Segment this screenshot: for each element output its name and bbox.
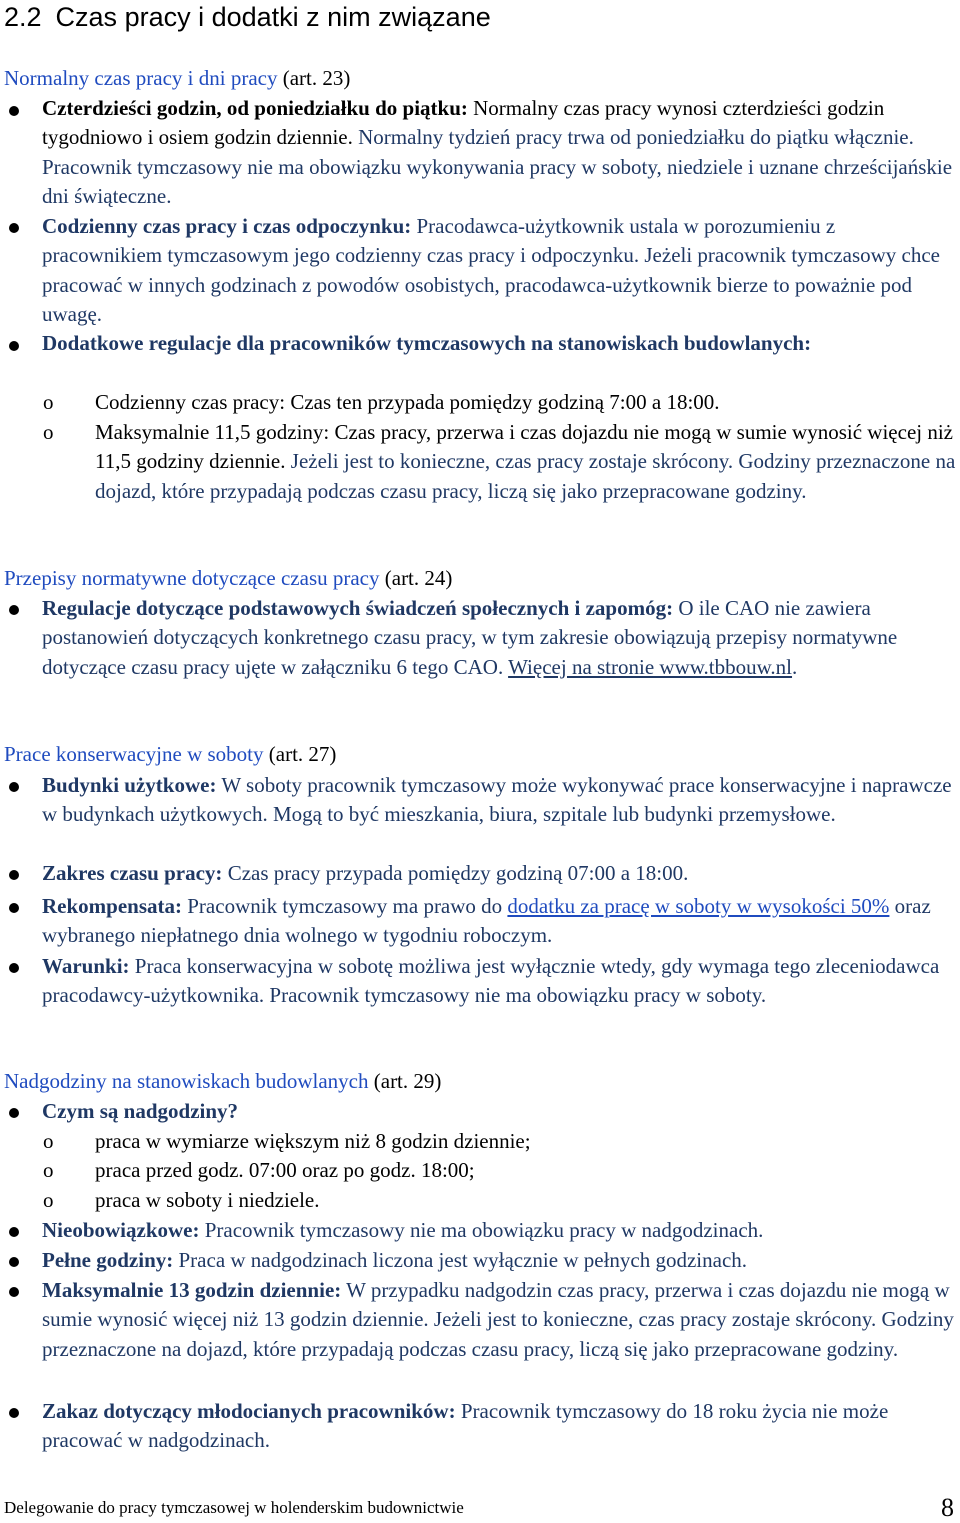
bullet-icon: [9, 870, 19, 880]
bullet-icon: [9, 903, 19, 913]
list-item-forty-hours: Czterdzieści godzin, od poniedziałku do piątku: Normalny czas pracy wynosi czterdzieści godzin tygodniowo i osiem godzin dziennie. Normalny tydzień pracy trwa od poniedziałku do piątku włącznie. Pracownik tymczasowy nie ma obowiązku wykonywania pracy w soboty, niedziele i uznane chrześcijańskie dni świąteczne.: [42, 96, 953, 208]
list-item-optional: Nieobowiązkowe: Pracownik tymczasowy nie ma obowiązku pracy w nadgodzinach.: [42, 1218, 764, 1242]
section-heading: [4, 0, 491, 36]
list-item-social-regulations: Regulacje dotyczące podstawowych świadczeń społecznych i zapomóg: O ile CAO nie zawiera postanowień dotyczących konkretnego czasu pracy, w tym zakresie obowiązują przepisy normatywne dotyczące czasu pracy ujęte w załączniku 6 tego CAO. Więcej na stronie www.tbbouw.nl.: [42, 596, 898, 679]
sub-item-max-11-5: Maksymalnie 11,5 godziny: Czas pracy, przerwa i czas dojazdu nie mogą w sumie wynosić więcej niż 11,5 godziny dziennie. Jeżeli jest to konieczne, czas pracy zostaje skrócony. Godziny przeznaczone na dojazd, które przypadają podczas czasu pracy, liczą się jako przepracowane godziny.: [95, 420, 956, 503]
footer-text: Delegowanie do pracy tymczasowej w holenderskim budownictwie: [4, 1498, 464, 1517]
list-item-commercial-buildings: Budynki użytkowe: W soboty pracownik tymczasowy może wykonywać prace konserwacyjne i naprawcze w budynkach użytkowych. Mogą to być mieszkania, biura, szpitale lub budynki przemysłowe.: [42, 773, 952, 827]
bullet-icon: [9, 963, 19, 973]
tbbouw-link[interactable]: Więcej na stronie www.tbbouw.nl: [508, 654, 793, 679]
bullet-icon: [9, 1108, 19, 1118]
bullet-icon: [9, 1227, 19, 1237]
bullet-icon: [9, 223, 19, 233]
sub-bullet-marker: o: [43, 390, 54, 414]
list-item-compensation: Rekompensata: Pracownik tymczasowy ma prawo do dodatku za pracę w soboty w wysokości 50% oraz wybranego niepłatnego dnia wolnego w tygodniu roboczym.: [42, 894, 931, 948]
heading-title: Czas pracy i dodatki z nim związane: [55, 2, 491, 32]
sub-item-before-after: praca przed godz. 07:00 oraz po godz. 18:00;: [95, 1158, 475, 1182]
list-item-max-13h: Maksymalnie 13 godzin dziennie: W przypadku nadgodzin czas pracy, przerwa i czas dojazdu nie mogą w sumie wynosić więcej niż 13 godzin dziennie. Jeżeli jest to konieczne, czas pracy zostaje skrócony. Godziny przeznaczone na dojazd, które przypadają podczas czasu pracy, liczą się jako przepracowane godziny.: [42, 1278, 954, 1361]
subsection-title-saturday: Prace konserwacyjne w soboty (art. 27): [4, 742, 337, 766]
sub-bullet-marker: o: [43, 1158, 54, 1182]
subsection-title-normal-hours: Normalny czas pracy i dni pracy (art. 23): [4, 66, 351, 90]
list-item-what-is-overtime: Czym są nadgodziny?: [42, 1099, 239, 1123]
bullet-icon: [9, 106, 19, 116]
list-item-conditions: Warunki: Praca konserwacyjna w sobotę możliwa jest wyłącznie wtedy, gdy wymaga tego zleceniodawca pracodawcy-użytkownika. Pracownik tymczasowy nie ma obowiązku pracy w soboty.: [42, 954, 940, 1008]
sub-bullet-marker: o: [43, 1129, 54, 1153]
subsection-title-overtime: Nadgodziny na stanowiskach budowlanych (art. 29): [4, 1069, 442, 1093]
sub-item-over-8h: praca w wymiarze większym niż 8 godzin dziennie;: [95, 1129, 531, 1153]
bullet-icon: [9, 1287, 19, 1297]
subsection-title-normative: Przepisy normatywne dotyczące czasu pracy (art. 24): [4, 566, 453, 590]
sub-bullet-marker: o: [43, 420, 54, 444]
bullet-icon: [9, 1408, 19, 1418]
saturday-bonus-link[interactable]: dodatku za pracę w soboty w wysokości 50%: [507, 894, 890, 918]
heading-number: 2.2: [4, 2, 42, 32]
page-number: 8: [941, 1493, 954, 1522]
sub-item-weekends: praca w soboty i niedziele.: [95, 1188, 320, 1212]
list-item-full-hours: Pełne godziny: Praca w nadgodzinach liczona jest wyłącznie w pełnych godzinach.: [42, 1248, 748, 1272]
list-item-daily-hours: Codzienny czas pracy i czas odpoczynku: Pracodawca-użytkownik ustala w porozumieniu z pracownikiem tymczasowym jego codzienny czas pracy i odpoczynku. Jeżeli pracownik tymczasowy chce pracować w innych godzinach z powodów osobistych, pracodawca-użytkownik bierze to poważnie pod uwagę.: [42, 214, 940, 326]
bullet-icon: [9, 782, 19, 792]
sub-bullet-marker: o: [43, 1188, 54, 1212]
list-item-construction-rules: Dodatkowe regulacje dla pracowników tymczasowych na stanowiskach budowlanych:: [42, 331, 812, 355]
list-item-hours-range: Zakres czasu pracy: Czas pracy przypada pomiędzy godziną 07:00 a 18:00.: [42, 861, 689, 885]
bullet-icon: [9, 605, 19, 615]
sub-item-daily-hours: Codzienny czas pracy: Czas ten przypada pomiędzy godziną 7:00 a 18:00.: [95, 390, 720, 414]
bullet-icon: [9, 1257, 19, 1267]
bullet-icon: [9, 341, 19, 351]
list-item-minors: Zakaz dotyczący młodocianych pracowników: Pracownik tymczasowy do 18 roku życia nie może pracować w nadgodzinach.: [42, 1399, 889, 1453]
